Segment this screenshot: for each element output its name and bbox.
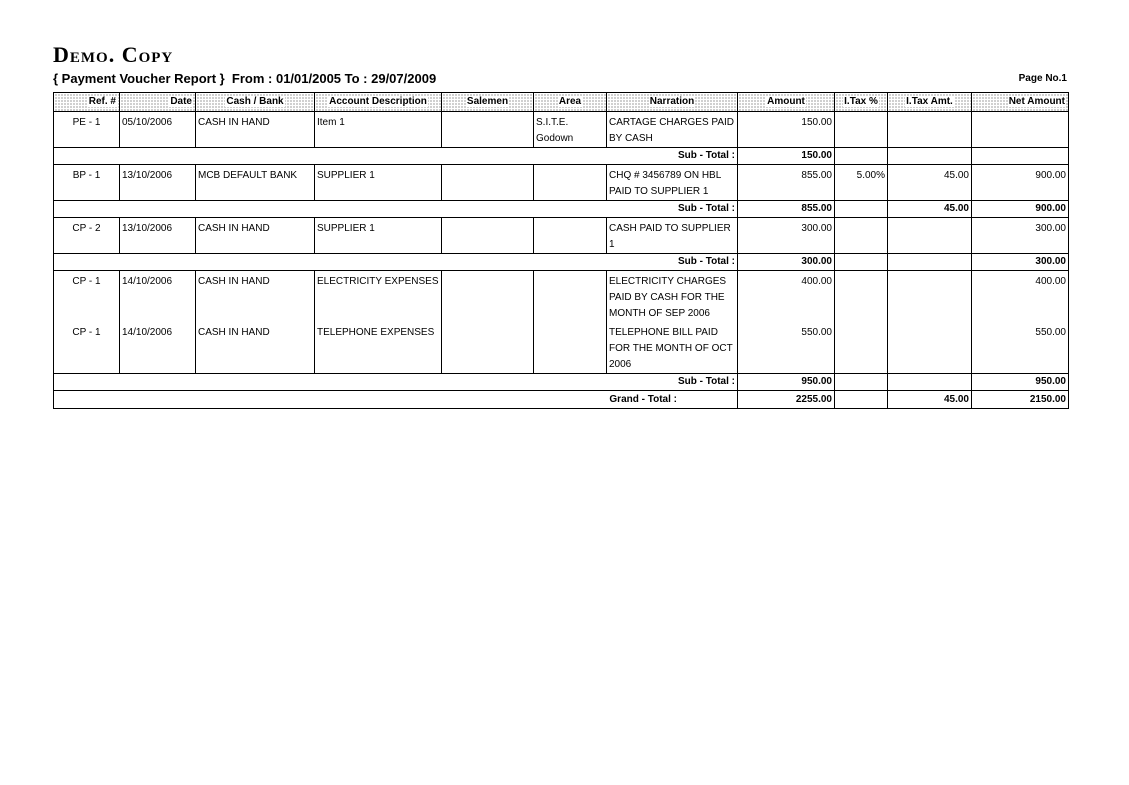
cell-net-amount: 900.00: [972, 165, 1069, 201]
cell-amount: 550.00: [738, 322, 835, 374]
cell-narration: ELECTRICITY CHARGES PAID BY CASH FOR THE MONTH OF SEP 2006: [607, 271, 738, 323]
column-header-amount: Amount: [738, 93, 835, 112]
payment-voucher-table: [53, 92, 1069, 409]
subtotal-net-amount: 900.00: [972, 201, 1069, 218]
demo-copy-title: Demo. Copy: [53, 42, 174, 67]
cell-itax-amt: [888, 218, 972, 254]
cell-salesman: [442, 112, 534, 148]
subtotal-net-amount: 300.00: [972, 254, 1069, 271]
report-title: { Payment Voucher Report } From : 01/01/2005 To : 29/07/2009: [53, 71, 437, 86]
cell-amount: 150.00: [738, 112, 835, 148]
grand-total-itax-pct: [835, 391, 888, 409]
cell-salesman: [442, 218, 534, 254]
cell-narration: CASH PAID TO SUPPLIER 1: [607, 218, 738, 254]
table-row: [54, 271, 1069, 323]
cell-narration: CARTAGE CHARGES PAID BY CASH: [607, 112, 738, 148]
cell-net-amount: 550.00: [972, 322, 1069, 374]
table-header-row: [54, 93, 1069, 112]
grand-total-net-amount: 2150.00: [972, 391, 1069, 409]
cell-account: ELECTRICITY EXPENSES: [315, 271, 442, 323]
cell-itax-amt: [888, 112, 972, 148]
subtotal-label: Sub - Total :: [54, 374, 738, 391]
subtotal-itax-amt: [888, 374, 972, 391]
cell-area: [534, 322, 607, 374]
subtotal-row: [54, 374, 1069, 391]
subtotal-label: Sub - Total :: [54, 254, 738, 271]
cell-cash-bank: CASH IN HAND: [196, 322, 315, 374]
subtotal-label: Sub - Total :: [54, 148, 738, 165]
column-header-itax-amt: I.Tax Amt.: [888, 93, 972, 112]
cell-area: [534, 165, 607, 201]
column-header-ref: Ref. #: [54, 93, 120, 112]
cell-amount: 855.00: [738, 165, 835, 201]
cell-area: [534, 271, 607, 323]
subtotal-itax-amt: [888, 254, 972, 271]
cell-cash-bank: CASH IN HAND: [196, 218, 315, 254]
cell-itax-amt: [888, 322, 972, 374]
subtotal-row: [54, 201, 1069, 218]
subtotal-amount: 300.00: [738, 254, 835, 271]
subtotal-amount: 855.00: [738, 201, 835, 218]
subtotal-itax-pct: [835, 374, 888, 391]
subtotal-label: Sub - Total :: [54, 201, 738, 218]
cell-itax-pct: [835, 322, 888, 374]
cell-net-amount: [972, 112, 1069, 148]
cell-ref: CP - 2: [54, 218, 120, 254]
grand-total-row: [54, 391, 1069, 409]
column-header-account-description: Account Description: [315, 93, 442, 112]
cell-amount: 300.00: [738, 218, 835, 254]
subtotal-amount: 950.00: [738, 374, 835, 391]
cell-cash-bank: CASH IN HAND: [196, 271, 315, 323]
page-number: Page No.1: [1018, 73, 1067, 84]
cell-date: 05/10/2006: [120, 112, 196, 148]
subtotal-amount: 150.00: [738, 148, 835, 165]
cell-net-amount: 400.00: [972, 271, 1069, 323]
cell-date: 14/10/2006: [120, 271, 196, 323]
cell-salesman: [442, 271, 534, 323]
subtotal-itax-pct: [835, 201, 888, 218]
grand-total-label: Grand - Total :: [54, 391, 738, 409]
cell-itax-pct: 5.00%: [835, 165, 888, 201]
cell-account: SUPPLIER 1: [315, 218, 442, 254]
cell-date: 13/10/2006: [120, 165, 196, 201]
cell-date: 13/10/2006: [120, 218, 196, 254]
cell-area: [534, 218, 607, 254]
column-header-cash-bank: Cash / Bank: [196, 93, 315, 112]
subtotal-itax-amt: 45.00: [888, 201, 972, 218]
column-header-net-amount: Net Amount: [972, 93, 1069, 112]
subtotal-itax-amt: [888, 148, 972, 165]
column-header-area: Area: [534, 93, 607, 112]
cell-narration: CHQ # 3456789 ON HBL PAID TO SUPPLIER 1: [607, 165, 738, 201]
cell-salesman: [442, 165, 534, 201]
cell-itax-amt: [888, 271, 972, 323]
cell-itax-pct: [835, 218, 888, 254]
subtotal-net-amount: 950.00: [972, 374, 1069, 391]
table-row: [54, 112, 1069, 148]
table-row: [54, 322, 1069, 374]
cell-cash-bank: MCB DEFAULT BANK: [196, 165, 315, 201]
table-row: [54, 218, 1069, 254]
cell-cash-bank: CASH IN HAND: [196, 112, 315, 148]
cell-ref: CP - 1: [54, 271, 120, 323]
cell-ref: BP - 1: [54, 165, 120, 201]
grand-total-amount: 2255.00: [738, 391, 835, 409]
cell-date: 14/10/2006: [120, 322, 196, 374]
cell-itax-pct: [835, 271, 888, 323]
cell-salesman: [442, 322, 534, 374]
cell-net-amount: 300.00: [972, 218, 1069, 254]
column-header-itax-pct: I.Tax %: [835, 93, 888, 112]
cell-narration: TELEPHONE BILL PAID FOR THE MONTH OF OCT 2006: [607, 322, 738, 374]
subtotal-itax-pct: [835, 254, 888, 271]
cell-account: SUPPLIER 1: [315, 165, 442, 201]
cell-account: Item 1: [315, 112, 442, 148]
subtotal-itax-pct: [835, 148, 888, 165]
cell-account: TELEPHONE EXPENSES: [315, 322, 442, 374]
cell-itax-pct: [835, 112, 888, 148]
cell-amount: 400.00: [738, 271, 835, 323]
column-header-narration: Narration: [607, 93, 738, 112]
table-row: [54, 165, 1069, 201]
column-header-date: Date: [120, 93, 196, 112]
column-header-salesman: Salemen: [442, 93, 534, 112]
grand-total-itax-amt: 45.00: [888, 391, 972, 409]
subtotal-net-amount: [972, 148, 1069, 165]
cell-itax-amt: 45.00: [888, 165, 972, 201]
subtotal-row: [54, 148, 1069, 165]
subtotal-row: [54, 254, 1069, 271]
cell-ref: PE - 1: [54, 112, 120, 148]
cell-ref: CP - 1: [54, 322, 120, 374]
cell-area: S.I.T.E. Godown: [534, 112, 607, 148]
